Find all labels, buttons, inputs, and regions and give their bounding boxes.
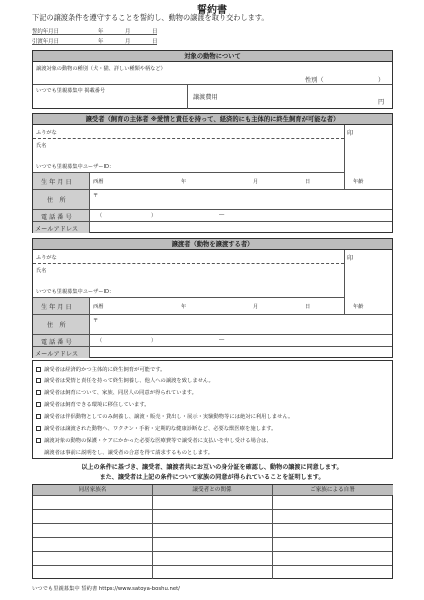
transferor-birth-month: 月	[253, 304, 259, 310]
adopter-email-label: メールアドレス	[35, 226, 79, 233]
transferor-phone-close: ）	[151, 338, 157, 344]
adopter-phone-close: ）	[151, 213, 157, 219]
condition-text: 譲受者は愛情と責任を持って終生飼養し、他人への譲渡を致しません。	[44, 378, 214, 384]
condition-text: 譲渡者は事前に説明をし、譲受者の合意を得て請求するものとします。	[44, 450, 214, 456]
condition-text: 譲受者は伴侶動物としてのみ飼養し、譲渡・販売・貸出し・展示・実験動物等には絶対に利用しません。	[44, 414, 294, 420]
oath-date-month: 月	[125, 29, 131, 35]
animal-section	[32, 50, 393, 109]
condition-checkbox[interactable]	[36, 390, 41, 395]
adopter-address-label: 住 所	[47, 197, 66, 204]
oath-date-label: 誓約年月日	[32, 29, 59, 35]
fee-label: 譲渡費用	[193, 94, 218, 101]
closing-statement-1: 以上の条件に基づき、譲受者、譲渡者共にお互いの身分証を確認し、動物の譲渡に同意します。	[81, 464, 343, 471]
transferor-furigana-line	[33, 263, 344, 264]
condition-checkbox[interactable]	[36, 402, 41, 407]
condition-checkbox[interactable]	[36, 438, 41, 443]
footer-text: いつでも里親募集中 誓約書 https://www.satoya-boshu.net/	[32, 586, 180, 592]
table-row	[33, 551, 392, 552]
animal-sex-close: ）	[378, 77, 385, 84]
oath-date-row	[32, 27, 162, 35]
condition-text: 譲受者は飼育できる環境に移住しています。	[44, 402, 150, 408]
adopter-label-col-divider	[89, 172, 90, 233]
animal-type-label: 譲渡対象の動物の種別（犬・猫、詳しい種類や柄など）	[36, 66, 166, 72]
transfer-date-row	[32, 37, 162, 45]
listing-number-label: いつでも里親募集中 掲載番号	[36, 88, 106, 94]
transferor-phone-open: （	[97, 338, 103, 344]
oath-date-year: 年	[98, 29, 104, 35]
table-row	[33, 509, 392, 510]
transferor-email-label: メールアドレス	[35, 351, 79, 358]
transferor-postal-mark: 〒	[93, 318, 99, 324]
family-relation-header: 譲受者との関係	[152, 485, 272, 495]
oath-date-underline	[32, 34, 157, 35]
transferor-user-id-label: いつでも里親募集中ユーザーID：	[36, 289, 115, 295]
adopter-seal-label: 印	[347, 130, 354, 137]
intro-text: 下記の譲渡条件を遵守することを誓約し、動物の譲渡を取り交わします。	[32, 13, 269, 22]
transferor-seal-label: 印	[347, 255, 354, 262]
table-row	[33, 565, 392, 566]
oath-date-day: 日	[152, 29, 158, 35]
adopter-birth-month: 月	[253, 179, 259, 185]
table-header-line	[33, 495, 392, 496]
adopter-furigana-line	[33, 138, 344, 139]
condition-text: 譲受者は経済的かつ主体的に終生飼育が可能です。	[44, 367, 166, 373]
transferor-furigana-label: ふりがな	[36, 255, 57, 261]
condition-text: 譲渡対象の動物の保護・ケアにかかった必要な医療費等で譲受者に支払いを申し受ける場合は、	[44, 438, 272, 444]
transferor-birth-year: 年	[181, 304, 187, 310]
transferor-phone-label: 電 話 番 号	[41, 339, 72, 346]
animal-divider	[33, 84, 392, 85]
adopter-birth-label: 生 年 月 日	[41, 179, 72, 186]
transferor-address-label: 住 所	[47, 322, 66, 329]
condition-item	[36, 400, 150, 408]
transfer-date-underline	[32, 44, 157, 45]
adopter-section-header: 譲受者（飼育の主体者 ※愛情と責任を持って、経済的にも主体的に終生飼育が可能な者）	[33, 114, 392, 125]
condition-text: 譲受者は飼育について、家族、同居人の同意が得られています。	[44, 390, 197, 396]
transfer-date-year: 年	[98, 39, 104, 45]
transferor-label-col-divider	[89, 297, 90, 358]
adopter-furigana-label: ふりがな	[36, 130, 57, 136]
transfer-date-month: 月	[125, 39, 131, 45]
adopter-postal-mark: 〒	[93, 193, 99, 199]
adopter-seal-divider	[344, 125, 345, 189]
condition-item	[36, 376, 214, 384]
family-signature-header: ご家族による自署	[272, 485, 393, 495]
adopter-phone-open: （	[97, 213, 103, 219]
condition-item	[36, 412, 293, 420]
transferor-section-header: 譲渡者（動物を譲渡する者）	[33, 239, 392, 250]
adopter-phone-dash: ―	[219, 212, 225, 218]
condition-item	[36, 436, 272, 444]
fee-divider	[187, 84, 188, 109]
transferor-phone-dash: ―	[219, 337, 225, 343]
condition-item	[36, 388, 197, 396]
family-name-header: 同居家族名	[33, 485, 152, 495]
transferor-section	[32, 238, 393, 358]
adopter-era: 西暦	[93, 179, 104, 185]
animal-section-header: 対象の動物について	[33, 51, 392, 62]
condition-text: 譲受者は譲渡された動物へ、ワクチン・手術・定期的な健康診断など、必要な獣医療を施します。	[44, 426, 277, 432]
family-table	[32, 484, 393, 579]
closing-statement-2: また、譲受者は上記の条件について家族の同意が得られていることを証明します。	[99, 474, 325, 481]
transferor-age-label: 年齢	[353, 304, 364, 310]
fee-unit: 円	[378, 99, 385, 106]
transferor-name-label: 氏名	[36, 268, 47, 274]
adopter-section	[32, 113, 393, 233]
transferor-seal-divider	[344, 250, 345, 314]
condition-checkbox[interactable]	[36, 378, 41, 383]
animal-sex-label: 性別（	[305, 77, 324, 84]
transferor-birth-day: 日	[305, 304, 311, 310]
table-row	[33, 537, 392, 538]
condition-item	[36, 365, 165, 373]
table-row	[33, 523, 392, 524]
transfer-date-day: 日	[152, 39, 158, 45]
conditions-checklist	[32, 360, 393, 459]
condition-item	[36, 424, 276, 432]
adopter-name-label: 氏名	[36, 143, 47, 149]
transfer-date-label: 引渡年月日	[32, 39, 59, 45]
adopter-birth-day: 日	[305, 179, 311, 185]
adopter-user-id-label: いつでも里親募集中ユーザーID：	[36, 164, 115, 170]
adopter-birth-year: 年	[181, 179, 187, 185]
transferor-era: 西暦	[93, 304, 104, 310]
document-title: 誓約書	[197, 5, 227, 16]
adopter-age-label: 年齢	[353, 179, 364, 185]
transferor-birth-label: 生 年 月 日	[41, 304, 72, 311]
adopter-phone-label: 電 話 番 号	[41, 214, 72, 221]
condition-checkbox[interactable]	[36, 426, 41, 431]
condition-checkbox[interactable]	[36, 414, 41, 419]
condition-checkbox[interactable]	[36, 367, 41, 372]
condition-item-continued	[44, 448, 213, 456]
